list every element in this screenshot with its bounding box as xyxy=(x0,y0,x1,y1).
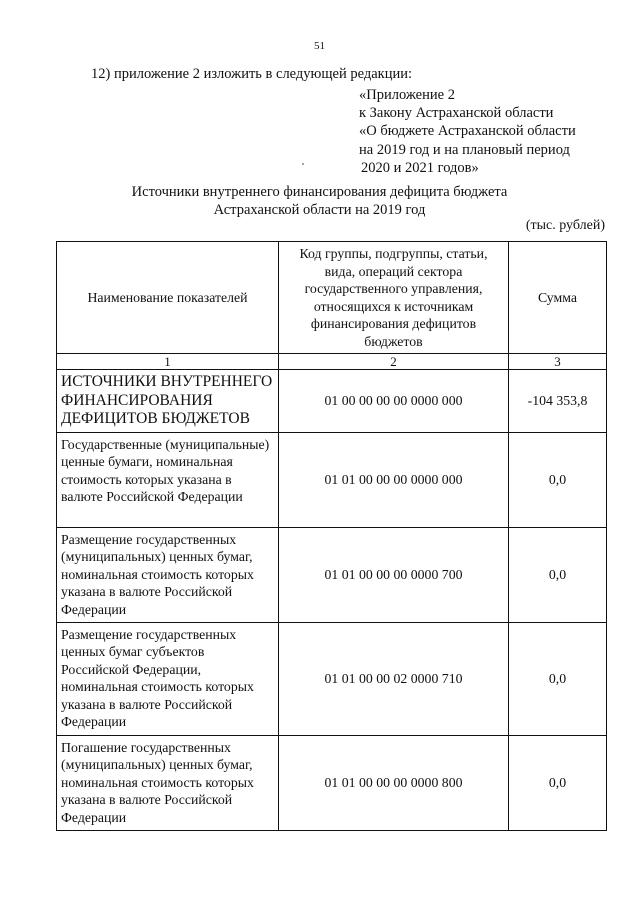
table-row xyxy=(57,432,607,527)
title-line: Источники внутреннего финансирования дефицита бюджета xyxy=(131,184,508,200)
column-number: 3 xyxy=(509,354,607,370)
row-name: Государственные (муниципальные) ценные бумаги, номинальная стоимость которых указана в валюте Российской Федерации xyxy=(57,432,279,527)
financing-sources-table xyxy=(56,241,607,831)
column-header-name: Наименование показателей xyxy=(57,242,279,354)
table-row xyxy=(57,527,607,622)
appendix-header-line: 2020 и 2021 годов» xyxy=(361,159,479,176)
appendix-header-line: на 2019 год и на плановый период xyxy=(359,141,570,158)
page-number: 51 xyxy=(314,40,325,52)
scan-speck xyxy=(302,163,304,165)
column-number: 1 xyxy=(57,354,279,370)
row-code: 01 01 00 00 00 0000 000 xyxy=(279,432,509,527)
row-code: 01 01 00 00 00 0000 700 xyxy=(279,527,509,622)
row-name: Погашение государственных (муниципальных) ценных бумаг, номинальная стоимость которых указана в валюте Российской Федерации xyxy=(57,735,279,830)
row-sum: 0,0 xyxy=(509,432,607,527)
row-sum: 0,0 xyxy=(509,622,607,735)
appendix-header-line: «О бюджете Астраханской области xyxy=(359,123,576,140)
row-name: Размещение государственных (муниципальных) ценных бумаг, номинальная стоимость которых указана в валюте Российской Федерации xyxy=(57,527,279,622)
table-row xyxy=(57,370,607,433)
table-header-row xyxy=(57,242,607,354)
table-row xyxy=(57,622,607,735)
column-header-sum: Сумма xyxy=(509,242,607,354)
column-number: 2 xyxy=(279,354,509,370)
amendment-intro: 12) приложение 2 изложить в следующей редакции: xyxy=(91,66,413,82)
row-code: 01 01 00 00 02 0000 710 xyxy=(279,622,509,735)
column-numbers-row xyxy=(57,354,607,370)
row-name: Размещение государственных ценных бумаг субъектов Российской Федерации, номинальная стоимость которых указана в валюте Российской Федерации xyxy=(57,622,279,735)
appendix-header xyxy=(359,86,576,177)
row-sum: 0,0 xyxy=(509,735,607,830)
appendix-header-line: «Приложение 2 xyxy=(359,87,455,103)
title-line: Астраханской области на 2019 год xyxy=(213,202,426,218)
row-name: ИСТОЧНИКИ ВНУТРЕННЕГО ФИНАНСИРОВАНИЯ ДЕФИЦИТОВ БЮДЖЕТОВ xyxy=(57,370,279,433)
row-code: 01 00 00 00 00 0000 000 xyxy=(279,370,509,433)
row-sum: 0,0 xyxy=(509,527,607,622)
row-code: 01 01 00 00 00 0000 800 xyxy=(279,735,509,830)
document-title xyxy=(0,183,639,219)
appendix-header-line: к Закону Астраханской области xyxy=(359,105,554,122)
column-header-code: Код группы, подгруппы, статьи, вида, операций сектора государственного управления, относящихся к источникам финансирования дефицитов бюджетов xyxy=(279,242,509,354)
units-label: (тыс. рублей) xyxy=(525,218,605,233)
table-row xyxy=(57,735,607,830)
row-sum: -104 353,8 xyxy=(509,370,607,433)
